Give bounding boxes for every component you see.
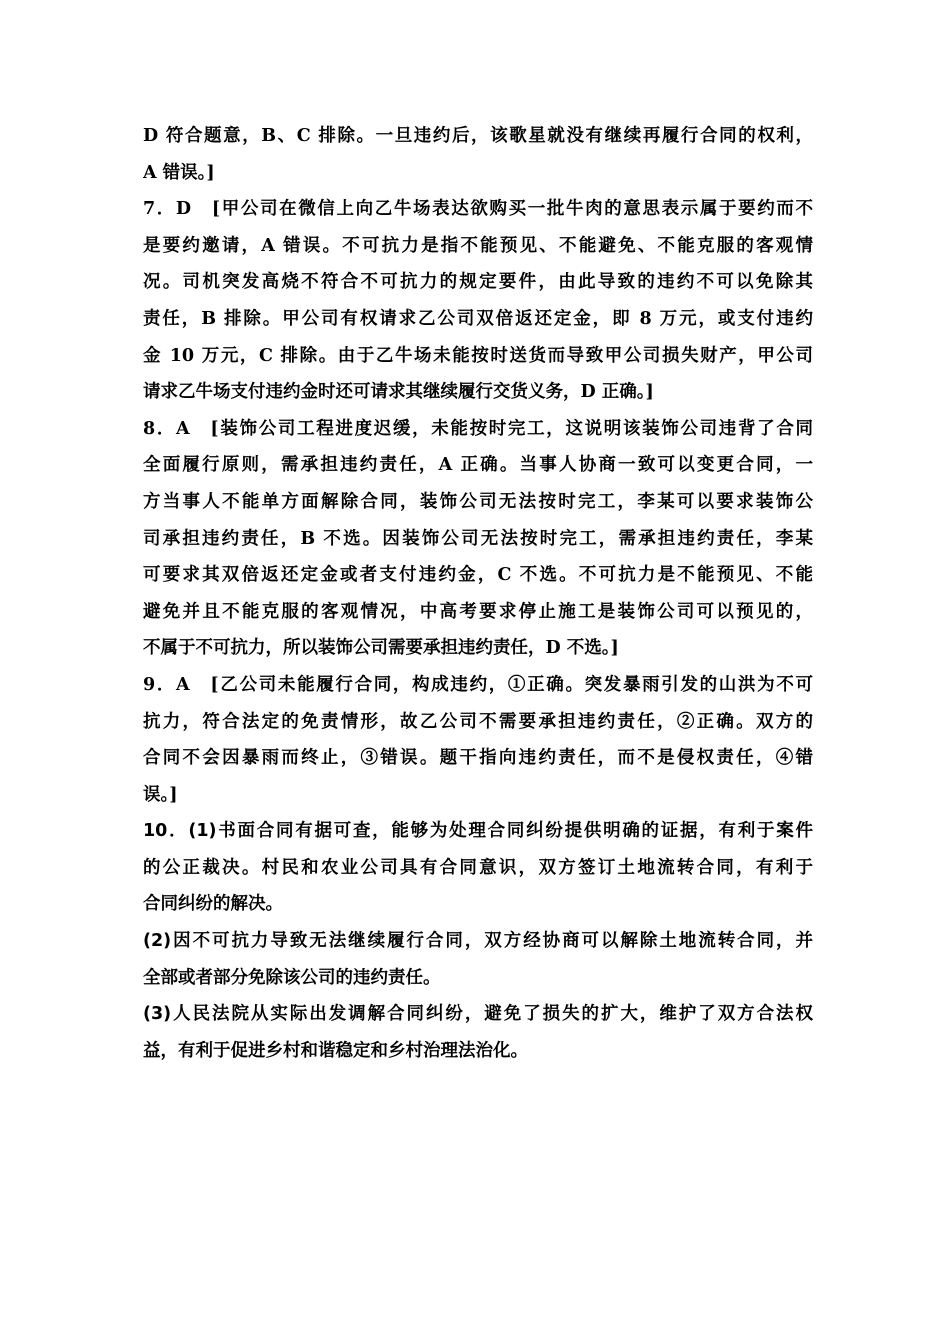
text-line: 况。司机突发高烧不符合不可抗力的规定要件，由此导致的违约不可以免除其 — [143, 272, 813, 293]
text-line: 合同不会因暴雨而终止，③错误。题干指向违约责任，而不是侵权责任，④错 — [143, 748, 813, 769]
document-page — [143, 118, 813, 1069]
text-line: D 符合题意，B、C 排除。一旦违约后，该歌星就没有继续再履行合同的权利， — [143, 126, 813, 146]
text-line: 误。] — [143, 784, 178, 805]
text-line: A 错误。] — [143, 162, 215, 183]
text-line: (2)因不可抗力导致无法继续履行合同，双方经协商可以解除土地流转合同，并 — [143, 931, 813, 952]
text-line: 全面履行原则，需承担违约责任，A 正确。当事人协商一致可以变更合同，一 — [143, 455, 813, 476]
text-line: 益，有利于促进乡村和谐稳定和乡村治理法治化。 — [143, 1040, 528, 1061]
text-line: 不属于不可抗力，所以装饰公司需要承担违约责任，D 不选。] — [143, 638, 619, 659]
text-line: 金 10 万元，C 排除。由于乙牛场未能按时送货而导致甲公司损失财产，甲公司 — [143, 345, 813, 366]
text-line: 的公正裁决。村民和农业公司具有合同意识，双方签订土地流转合同，有利于 — [143, 857, 813, 878]
text-line: 全部或者部分免除该公司的违约责任。 — [143, 967, 441, 988]
text-line: 可要求其双倍返还定金或者支付违约金，C 不选。不可抗力是不能预见、不能 — [143, 565, 813, 586]
text-line: 请求乙牛场支付违约金时还可请求其继续履行交货义务，D 正确。] — [143, 382, 654, 403]
text-line: 避免并且不能克服的客观情况，中高考要求停止施工是装饰公司可以预见的， — [143, 601, 813, 622]
text-line: 8．A [装饰公司工程进度迟缓，未能按时完工，这说明该装饰公司违背了合同 — [143, 418, 813, 439]
text-line: 责任，B 排除。甲公司有权请求乙公司双倍返还定金，即 8 万元，或支付违约 — [143, 308, 813, 329]
text-line: 抗力，符合法定的免责情形，故乙公司不需要承担违约责任，②正确。双方的 — [143, 711, 813, 732]
text-line: 司承担违约责任，B 不选。因装饰公司无法按时完工，需承担违约责任，李某 — [143, 528, 813, 549]
text-line: 方当事人不能单方面解除合同，装饰公司无法按时完工，李某可以要求装饰公 — [143, 491, 813, 512]
text-line: 是要约邀请，A 错误。不可抗力是指不能预见、不能避免、不能克服的客观情 — [143, 235, 813, 256]
text-line: 10．(1)书面合同有据可查，能够为处理合同纠纷提供明确的证据，有利于案件 — [143, 821, 813, 842]
text-line: 合同纠纷的解决。 — [143, 894, 283, 915]
text-line: 7．D [甲公司在微信上向乙牛场表达欲购买一批牛肉的意思表示属于要约而不 — [143, 199, 813, 220]
text-line: 9．A [乙公司未能履行合同，构成违约，①正确。突发暴雨引发的山洪为不可 — [143, 674, 813, 695]
text-line: (3)人民法院从实际出发调解合同纠纷，避免了损失的扩大，维护了双方合法权 — [143, 1004, 813, 1025]
